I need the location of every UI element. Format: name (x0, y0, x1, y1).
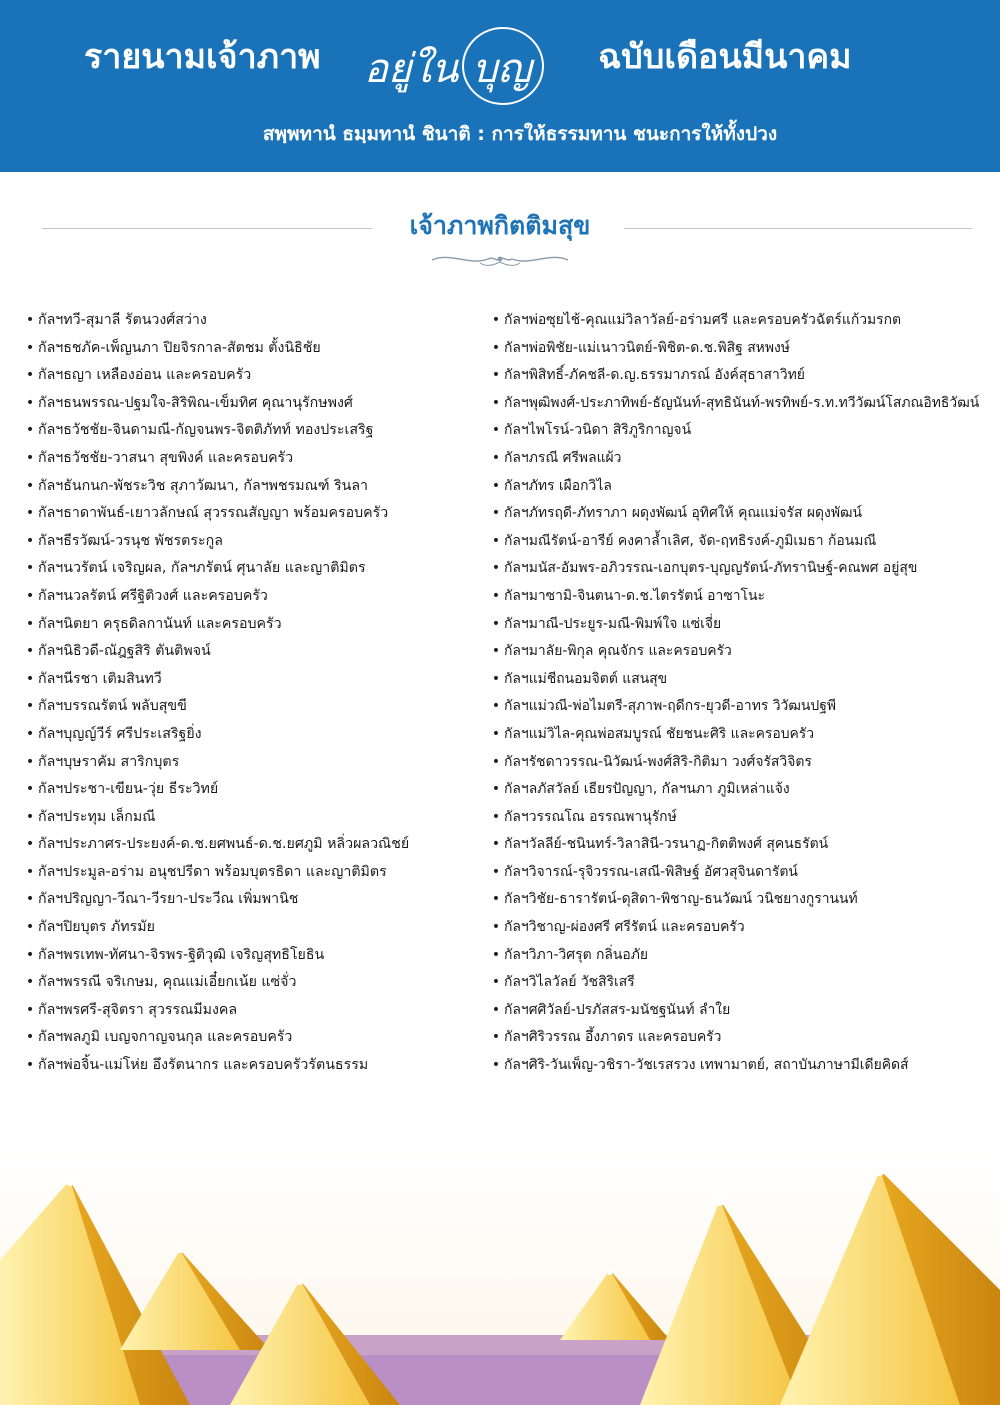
bullet-icon: • (25, 698, 35, 715)
donor-list-item (488, 390, 988, 418)
donor-list-item (22, 335, 492, 363)
bullet-icon: • (25, 808, 35, 825)
donor-name: กัลฯพ่อพิชัย-แม่เนาวนิตย์-พิชิต-ด.ช.พิสิฐ สหพงษ์ (504, 339, 790, 356)
bullet-icon: • (25, 532, 35, 549)
donor-list-item (22, 859, 492, 887)
bullet-icon: • (491, 698, 501, 715)
donor-list-item (488, 749, 988, 777)
donor-name: กัลฯธันกนก-พัชระวิช สุภาวัฒนา, กัลฯพชรมณฑ์ รินลา (38, 477, 369, 494)
donor-name: กัลฯวิภา-วิศรุต กลิ่นอภัย (504, 946, 649, 963)
donor-name: กัลฯพ่อซุยไช้-คุณแม่วิลาวัลย์-อร่ามศรี และครอบครัวฉัตร์แก้วมรกต (504, 312, 902, 328)
donor-list-item (22, 1024, 492, 1052)
bullet-icon: • (25, 836, 35, 853)
donor-list-item (488, 1052, 988, 1080)
bullet-icon: • (25, 919, 35, 936)
bullet-icon: • (491, 725, 501, 742)
bullet-icon: • (25, 422, 35, 439)
donor-list-item (488, 914, 988, 942)
donor-list-item (22, 666, 492, 694)
donor-name: กัลฯพุฒิพงศ์-ประภาทิพย์-ธัญนันท์-สุทธินันท์-พรทิพย์-ร.ท.ทวีวัฒน์โสภณอิทธิวัฒน์ (504, 394, 980, 411)
donor-name: กัลฯแม่วิไล-คุณพ่อสมบูรณ์ ชัยชนะศิริ และครอบครัว (504, 725, 815, 742)
bullet-icon: • (491, 891, 501, 908)
flourish-ornament-icon (430, 250, 570, 268)
bullet-icon: • (491, 477, 501, 494)
donor-name: กัลฯพลภูมิ เบญจกาญจนกุล และครอบครัว (38, 1029, 293, 1046)
donor-name: กัลฯวัลลีย์-ชนินทร์-วิลาสินี-วรนาฏ-กิตติพงศ์ สุคนธรัตน์ (504, 836, 829, 853)
bullet-icon: • (491, 919, 501, 936)
donor-list-item (22, 776, 492, 804)
donor-name: กัลฯไพโรน์-วนิดา สิริภูริกาญจน์ (504, 422, 692, 439)
donor-name: กัลฯศิริวรรณ อึ้งภาดร และครอบครัว (504, 1029, 722, 1046)
donor-name: กัลฯภัทรฤดี-ภัทราภา ผดุงพัฒน์ อุทิศให้ คุณแม่จรัส ผดุงพัฒน์ (504, 505, 863, 522)
bullet-icon: • (25, 505, 35, 522)
donor-list-item (488, 335, 988, 363)
bullet-icon: • (491, 1029, 501, 1046)
bullet-icon: • (491, 615, 501, 632)
donor-name: กัลฯมาซามิ-จินตนา-ด.ช.ไตรรัตน์ อาซาโนะ (504, 587, 765, 604)
header-title-right: ฉบับเดือนมีนาคม (598, 37, 852, 77)
donor-name: กัลฯพรรณี จริเกษม, คุณแม่เอี๋ยกเน้ย แซ่จั่ว (38, 974, 297, 991)
donor-name: กัลฯธีรวัฒน์-วรนุช พัชรตระกูล (38, 532, 223, 549)
donor-name: กัลฯประมูล-อร่าม อนุชปรีดา พร้อมบุตรธิดา และญาติมิตร (38, 863, 387, 880)
donor-list-item (488, 831, 988, 859)
donor-list-item (22, 500, 492, 528)
donor-name: กัลฯมาณี-ประยูร-มณี-พิมพ์ใจ แซ่เจี่ย (504, 615, 722, 632)
bullet-icon: • (491, 1001, 501, 1018)
donor-name: กัลฯแม่ชีถนอมจิตต์ แสนสุข (504, 670, 668, 687)
bullet-icon: • (491, 449, 501, 466)
bullet-icon: • (491, 312, 501, 328)
donor-list-item (488, 307, 988, 335)
donor-name: กัลฯปริญญา-วีณา-วีรยา-ประวีณ เพิ่มพานิช (38, 891, 299, 908)
bullet-icon: • (491, 560, 501, 577)
donor-name: กัลฯวิจารณ์-รุจิวรรณ-เสณี-พิสิษฐ์ อัศวสุจินดารัตน์ (504, 863, 798, 880)
donor-list-left (22, 307, 492, 1080)
donor-name: กัลฯมณีรัตน์-อารีย์ คงคาล้ำเลิศ, จัด-ฤทธิรงค์-ภูมิเมธา ก้อนมณี (504, 532, 877, 549)
donor-name: กัลฯศศิวัลย์-ปรภัสสร-มนัชฐนันท์ ลำใย (504, 1001, 731, 1018)
donor-list-item (488, 473, 988, 501)
donor-name: กัลฯภรณี ศรีพลแผ้ว (504, 449, 622, 466)
donor-name: กัลฯทวี-สุมาลี รัตนวงศ์สว่าง (38, 312, 207, 328)
donor-list-item (488, 693, 988, 721)
donor-list-item (22, 307, 492, 335)
bullet-icon: • (491, 836, 501, 853)
donor-list-item (22, 969, 492, 997)
bullet-icon: • (491, 974, 501, 991)
bullet-icon: • (25, 863, 35, 880)
donor-name: กัลฯลภัสวัลย์ เธียรปัญญา, กัลฯนภา ภูมิเหล่าแจ้ง (504, 781, 790, 798)
donor-name: กัลฯประทุม เล็กมณี (38, 808, 156, 825)
donor-name: กัลฯธญา เหลืองอ่อน และครอบครัว (38, 367, 252, 384)
bullet-icon: • (491, 339, 501, 356)
donor-name: กัลฯบรรณรัตน์ พลับสุขขี (38, 698, 187, 715)
donor-list-item (488, 776, 988, 804)
bullet-icon: • (25, 670, 35, 687)
donor-list-item (488, 638, 988, 666)
bullet-icon: • (25, 587, 35, 604)
donor-list-item (22, 749, 492, 777)
donor-list-item (22, 555, 492, 583)
header-motto: สพฺพทานํ ธมฺมทานํ ชินาติ : การให้ธรรมทาน ชนะการให้ทั้งปวง (262, 123, 778, 145)
section-title: เจ้าภาพกิตติมสุข (409, 211, 591, 240)
bullet-icon: • (491, 367, 501, 384)
bullet-icon: • (491, 505, 501, 522)
donor-list-item (22, 611, 492, 639)
donor-list-item (488, 362, 988, 390)
bullet-icon: • (25, 1057, 35, 1074)
bullet-icon: • (491, 587, 501, 604)
bullet-icon: • (491, 946, 501, 963)
donor-name: กัลฯนิธิวดี-ณัฎฐสิริ ตันติพจน์ (38, 643, 211, 660)
bullet-icon: • (25, 781, 35, 798)
donor-name: กัลฯวรรณโณ อรรณพานุรักษ์ (504, 808, 677, 825)
donor-list-item (22, 417, 492, 445)
donor-name: กัลฯธวัชชัย-วาสนา สุขพิงค์ และครอบครัว (38, 449, 294, 466)
bullet-icon: • (491, 1057, 501, 1074)
donor-list-item (488, 1024, 988, 1052)
bullet-icon: • (25, 753, 35, 770)
donor-name: กัลฯธาดาพันธ์-เยาวลักษณ์ สุวรรณสัญญา พร้อมครอบครัว (38, 505, 389, 522)
donor-list-item (488, 611, 988, 639)
donor-list-item (488, 445, 988, 473)
donor-list-item (22, 362, 492, 390)
bullet-icon: • (25, 312, 35, 328)
donor-list-right (488, 307, 988, 1080)
donor-list-item (22, 693, 492, 721)
donor-name: กัลฯพรเทพ-ทัศนา-จิรพร-ฐิติวุฒิ เจริญสุทธิโยธิน (38, 946, 325, 963)
bullet-icon: • (491, 670, 501, 687)
donor-list-item (488, 666, 988, 694)
donor-list-item (488, 942, 988, 970)
donor-list-item (22, 445, 492, 473)
donor-list-item (22, 804, 492, 832)
donor-name: กัลฯพรศรี-สุจิตรา สุวรรณมีมงคล (38, 1001, 238, 1018)
bullet-icon: • (25, 974, 35, 991)
pyramid-flower-scene (0, 1150, 1000, 1405)
donor-list-item (488, 997, 988, 1025)
donor-list-item (488, 528, 988, 556)
donor-name: กัลฯพิสิทธิ์-ภัคชลี-ด.ญ.ธรรมาภรณ์ อังค์สุธาสาวิทย์ (504, 367, 805, 384)
donor-name: กัลฯวิชัย-ธารารัตน์-ดุสิดา-พิชาญ-ธนวัฒน์ วนิชยางกูรานนท์ (504, 891, 858, 908)
donor-list-item (22, 886, 492, 914)
bullet-icon: • (491, 532, 501, 549)
donor-list-item (488, 555, 988, 583)
donor-name: กัลฯวิชาญ-ผ่องศรี ศรีรัตน์ และครอบครัว (504, 919, 745, 936)
donor-list-item (22, 583, 492, 611)
donor-name: กัลฯนวลรัตน์ ศรีฐิติวงศ์ และครอบครัว (38, 587, 268, 604)
donor-list-item (22, 1052, 492, 1080)
donor-list-item (22, 473, 492, 501)
bullet-icon: • (25, 394, 35, 411)
bullet-icon: • (491, 643, 501, 660)
bullet-icon: • (25, 946, 35, 963)
ayunaiboon-logo (360, 24, 590, 108)
header-title-left: รายนามเจ้าภาพ (84, 37, 321, 77)
donor-list-item (488, 417, 988, 445)
bullet-icon: • (25, 891, 35, 908)
bullet-icon: • (25, 643, 35, 660)
donor-list-item (488, 583, 988, 611)
donor-name: กัลฯประภาศร-ประยงค์-ด.ช.ยศพนธ์-ด.ช.ยศภูมิ หลิ่วผลวณิชย์ (38, 836, 410, 853)
bullet-icon: • (25, 1001, 35, 1018)
donor-list-item (488, 859, 988, 887)
donor-list-item (488, 721, 988, 749)
donor-name: กัลฯนิตยา ครุธดิลกานันท์ และครอบครัว (38, 615, 282, 632)
logo-text-part2: บุญ (472, 46, 532, 92)
bullet-icon: • (25, 560, 35, 577)
bullet-icon: • (491, 808, 501, 825)
donor-name: กัลฯพ่อจิ้น-แม่โห่ย อึงรัตนากร และครอบครัวรัตนธรรม (38, 1057, 369, 1074)
donor-name: กัลฯนีรชา เติมสินทวี (38, 670, 162, 687)
donor-list-item (22, 997, 492, 1025)
donor-name: กัลฯแม่วณี-พ่อไมตรี-สุภาพ-ฤดีกร-ยุวดี-อาทร วิวัฒนปฐพี (504, 698, 837, 715)
bullet-icon: • (491, 781, 501, 798)
bullet-icon: • (491, 753, 501, 770)
donor-list-item (22, 914, 492, 942)
donor-name: กัลฯธชภัค-เพ็ญนภา ปิยจิรกาล-สัตชม ตั้งนิธิชัย (38, 339, 321, 356)
bullet-icon: • (25, 615, 35, 632)
donor-name: กัลฯมนัส-อัมพร-อภิวรรณ-เอกบุตร-บุญญรัตน์-ภัทรานิษฐ์-คณพศ อยู่สุข (504, 560, 918, 577)
donor-name: กัลฯบุษราคัม สาริกบุตร (38, 753, 180, 770)
donor-list-item (488, 886, 988, 914)
donor-name: กัลฯวิไลวัลย์ วัชสิริเสรี (504, 974, 635, 991)
bullet-icon: • (491, 422, 501, 439)
bullet-icon: • (491, 394, 501, 411)
bullet-icon: • (491, 863, 501, 880)
donor-list-item (22, 528, 492, 556)
donor-name: กัลฯประชา-เขียน-วุ่ย ธีระวิทย์ (38, 781, 219, 798)
donor-name: กัลฯธนพรรณ-ปฐมใจ-สิริพิณ-เข็มทิศ คุณานุรักษพงศ์ (38, 394, 353, 411)
donor-name: กัลฯนวรัตน์ เจริญผล, กัลฯภรัตน์ ศุนาลัย และญาติมิตร (38, 560, 366, 577)
bullet-icon: • (25, 367, 35, 384)
donor-name: กัลฯบุญญ์วีร์ ศรีประเสริฐยิ่ง (38, 725, 202, 742)
donor-list-item (488, 804, 988, 832)
donor-name: กัลฯปิยบุตร ภัทรมัย (38, 919, 155, 936)
donor-name: กัลฯรัชดาวรรณ-นิวัฒน์-พงศ์สิริ-กิติมา วงศ์จรัสวิจิตร (504, 753, 812, 770)
donor-list-item (22, 721, 492, 749)
donor-list-item (22, 942, 492, 970)
donor-name: กัลฯภัทร เผือกวิไล (504, 477, 612, 494)
bullet-icon: • (25, 339, 35, 356)
donor-name: กัลฯมาลัย-พิกุล คุณจักร และครอบครัว (504, 643, 732, 660)
donor-list-item (22, 831, 492, 859)
donor-name: กัลฯศิริ-วันเพ็ญ-วชิรา-วัชเรสรวง เทพามาตย์, สถาบันภาษามีเดียคิดส์ (504, 1057, 909, 1074)
logo-text-part1: อยู่ใน (364, 46, 459, 92)
donor-list-item (22, 638, 492, 666)
donor-list-item (488, 969, 988, 997)
bullet-icon: • (25, 449, 35, 466)
bullet-icon: • (25, 725, 35, 742)
donor-list-item (22, 390, 492, 418)
donor-name: กัลฯธวัชชัย-จินดามณี-กัญจนพร-จิตติภัทท์ ทองประเสริฐ (38, 422, 374, 439)
header-banner (0, 0, 1000, 172)
bullet-icon: • (25, 1029, 35, 1046)
bullet-icon: • (25, 477, 35, 494)
donor-list-item (488, 500, 988, 528)
